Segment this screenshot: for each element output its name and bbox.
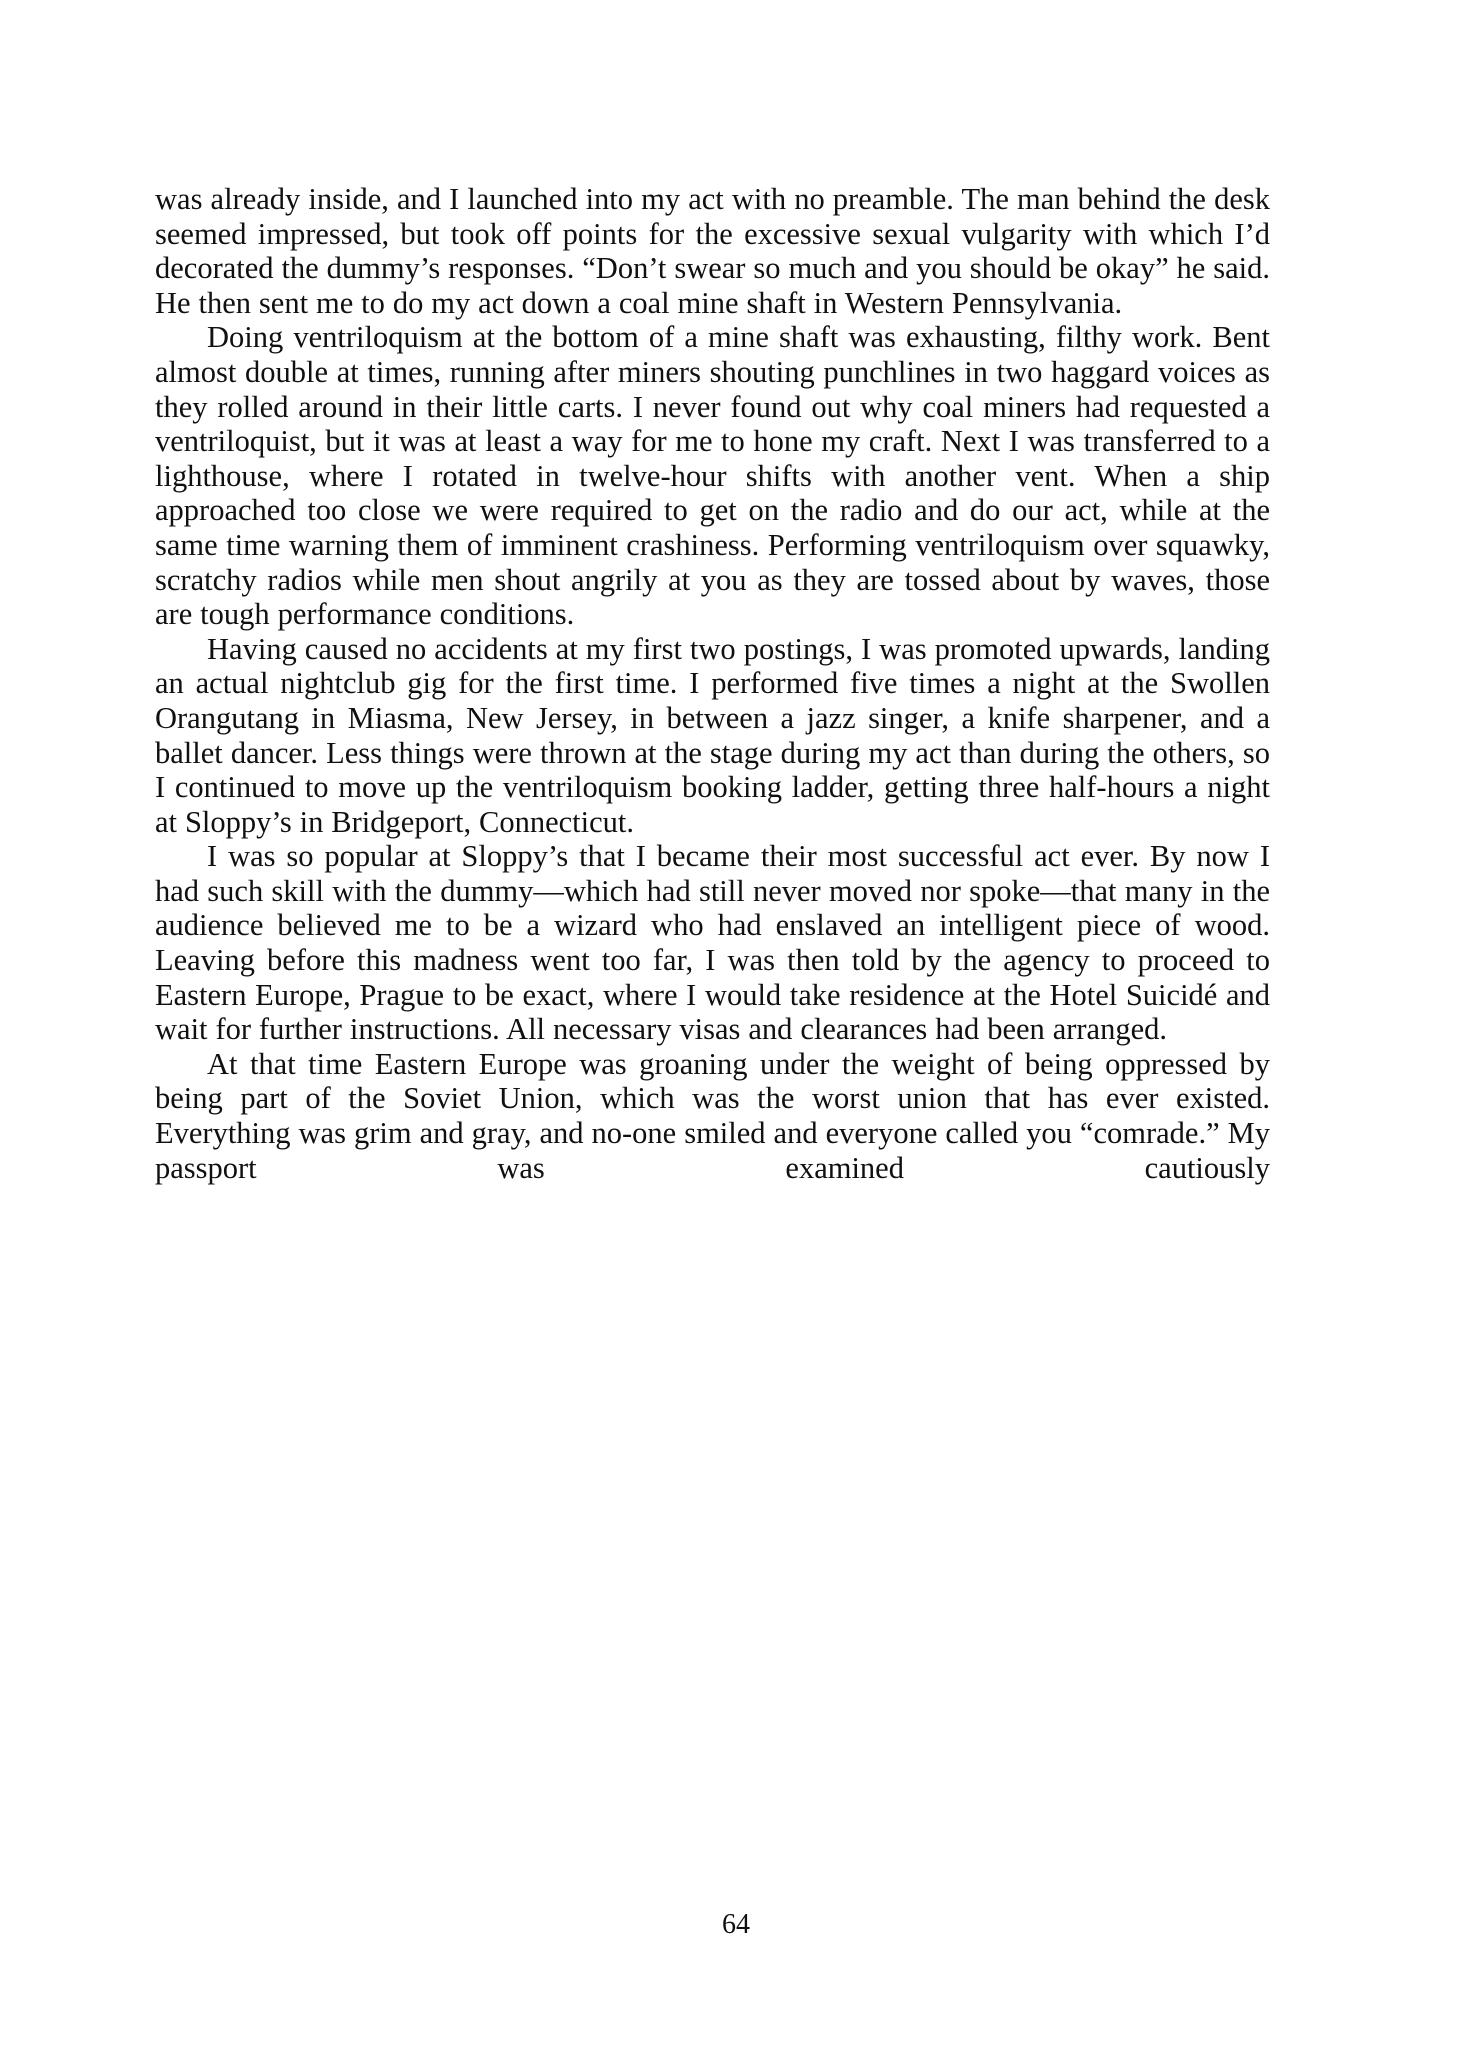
paragraph-4: I was so popular at Sloppy’s that I became their most successful act ever. By now I had such skill with the dummy—which had still never moved nor spoke—that many in the audience believed me to be a wizard who had enslaved an intelligent piece of wood. Leaving before this madness went too far, I was then told by the agency to proceed to Eastern Europe, Prague to be exact, where I would take residence at the Hotel Suicidé and wait for further instructions. All necessary visas and clearances had been arranged. [155, 839, 1270, 1047]
paragraph-5: At that time Eastern Europe was groaning under the weight of being oppressed by being part of the Soviet Union, which was the worst union that has ever existed. Everything was grim and gray, and no-one smiled and everyone called you “comrade.” My passport was examined cautiously [155, 1046, 1270, 1185]
page-number: 64 [722, 1909, 750, 1940]
body-text-column [155, 182, 1270, 1220]
paragraph-3: Having caused no accidents at my first two postings, I was promoted upwards, landing an actual nightclub gig for the first time. I performed five times a night at the Swollen Orangutang in Miasma, New Jersey, in between a jazz singer, a knife sharpener, and a ballet dancer. Less things were thrown at the stage during my act than during the others, so I continued to move up the ventriloquism booking ladder, getting three half-hours a night at Sloppy’s in Bridgeport, Connecticut. [155, 631, 1270, 839]
paragraph-2: Doing ventriloquism at the bottom of a mine shaft was exhausting, filthy work. Bent almost double at times, running after miners shouting punchlines in two haggard voices as they rolled around in their little carts. I never found out why coal miners had requested a ventriloquist, but it was at least a way for me to hone my craft. Next I was transferred to a lighthouse, where I rotated in twelve-hour shifts with another vent. When a ship approached too close we were required to get on the radio and do our act, while at the same time warning them of imminent crashiness. Performing ventriloquism over squawky, scratchy radios while men shout angrily at you as they are tossed about by waves, those are tough performance conditions. [155, 320, 1270, 632]
paragraph-1: was already inside, and I launched into my act with no preamble. The man behind the desk seemed impressed, but took off points for the excessive sexual vulgarity with which I’d decorated the dummy’s responses. “Don’t swear so much and you should be okay” he said. He then sent me to do my act down a coal mine shaft in Western Pennsylvania. [155, 182, 1271, 320]
